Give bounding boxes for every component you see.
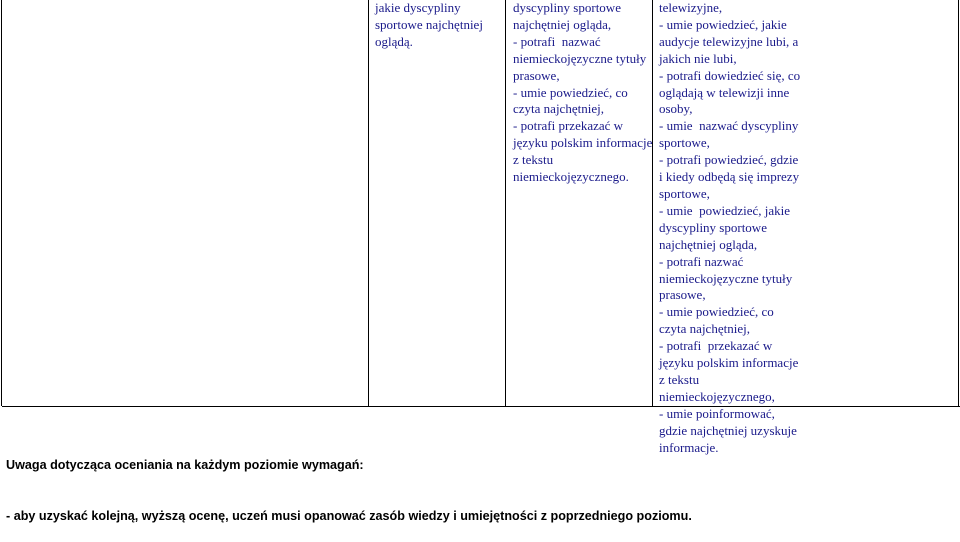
column-divider-1 <box>368 0 369 406</box>
requirements-table <box>1 0 959 455</box>
grading-note-text: - aby uzyskać kolejną, wyższą ocenę, uczeń musi opanować zasób wiedzy i umiejętności z poprzedniego poziomu. <box>6 509 692 523</box>
table-border-right <box>958 0 959 406</box>
table-cell-col2: dyscypliny sportowe najchętniej ogląda, - potrafi nazwać niemieckojęzyczne tytuły prasowe, - umie powiedzieć, co czyta najchętniej, - potrafi przekazać w języku polskim informacje z tekstu niemieckojęzycznego. <box>513 0 653 185</box>
table-cell-col1: jakie dyscypliny sportowe najchętniej oglądą. <box>375 0 483 49</box>
table-bottom-border <box>2 406 960 407</box>
grading-note-heading: Uwaga dotycząca oceniania na każdym poziomie wymagań: <box>6 458 364 472</box>
column-divider-2 <box>505 0 506 406</box>
grading-note <box>6 423 692 542</box>
table-border-left <box>1 0 2 406</box>
table-cell-col3: telewizyjne, - umie powiedzieć, jakie audycje telewizyjne lubi, a jakich nie lubi, - potrafi dowiedzieć się, co oglądają w telewizji inne osoby, - umie nazwać dyscypliny sportowe, - potrafi powiedzieć, gdzie i kiedy odbędą się imprezy sportowe, - umie powiedzieć, jakie dyscypliny sportowe najchętniej ogląda, - potrafi nazwać niemieckojęzyczne tytuły prasowe, - umie powiedzieć, co czyta najchętniej, - potrafi przekazać w języku polskim informacje z tekstu niemieckojęzycznego, - umie poinformować, gdzie najchętniej uzyskuje informacje. <box>659 0 801 455</box>
